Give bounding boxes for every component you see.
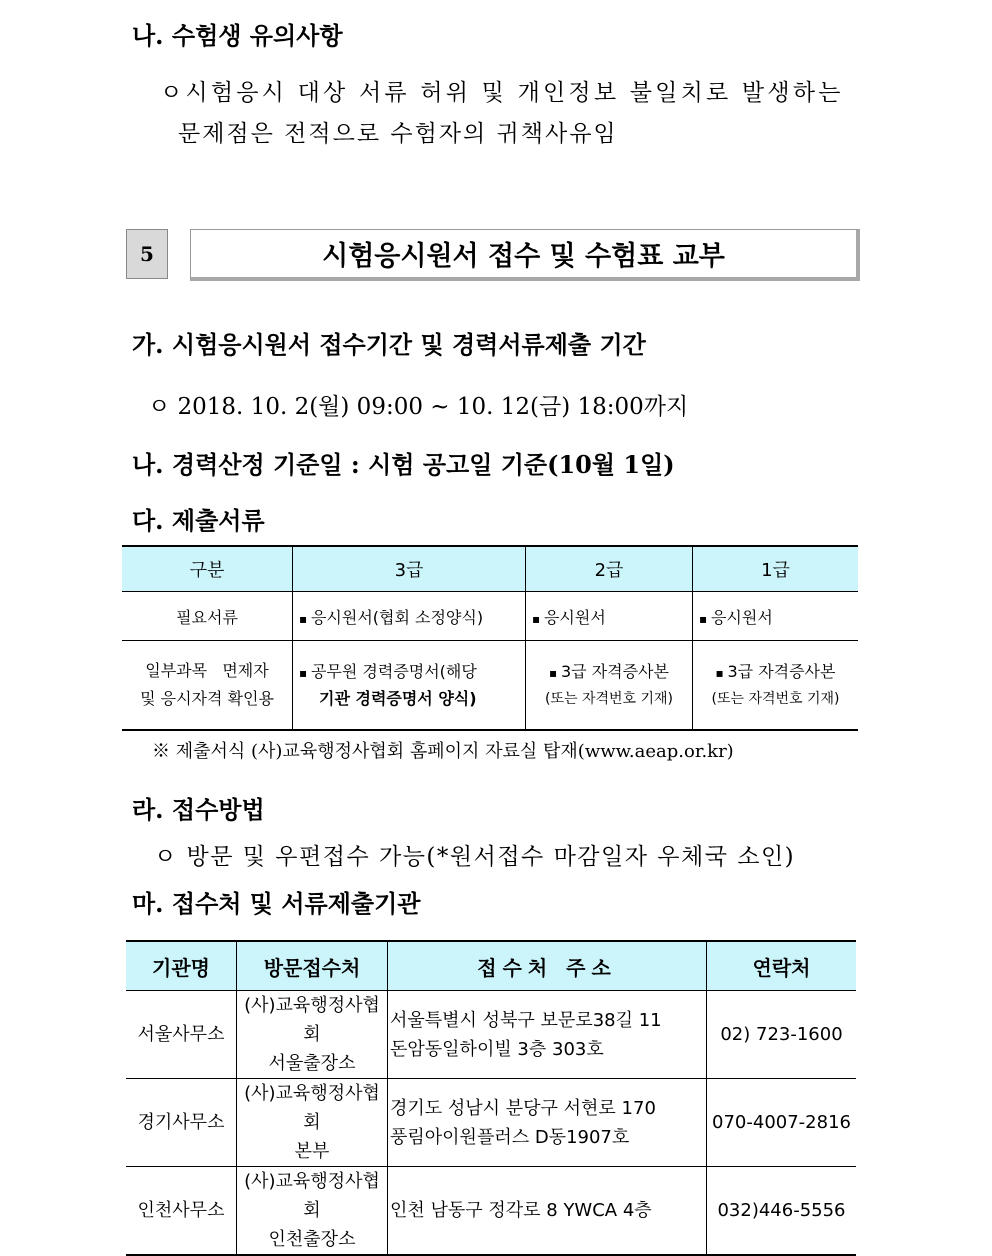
heading-career-date: 나. 경력산정 기준일 : 시험 공고일 기준(10월 1일) [132,450,675,479]
header-address: 접수처 주소 [388,941,707,991]
office-tel: 032)446-5556 [707,1167,857,1256]
office-place: 서울출장소 [268,1053,356,1074]
header-tel: 연락처 [707,941,857,991]
cell-grade3: ▪ 공무원 경력증명서(해당 [299,659,525,686]
bullet-notes: ㅇ시험응시 대상 서류 허위 및 개인정보 불일치로 발생하는 [160,80,844,106]
heading-offices: 마. 접수처 및 서류제출기관 [132,889,421,918]
table-row [126,991,856,1079]
office-place: 인천출장소 [268,1229,356,1250]
documents-table [122,545,858,731]
header-grade2: 2급 [526,546,693,592]
row-label: 일부과목 면제자 [145,661,269,680]
heading-examinee-notes: 나. 수험생 유의사항 [132,21,343,50]
office-name: 경기사무소 [126,1079,237,1167]
offices-table [126,940,856,1256]
row-label: 및 응시자격 확인용 [140,689,274,708]
office-address: 경기도 성남시 분당구 서현로 170 [390,1097,656,1119]
cell-grade1: (또는 자격번호 기재) [711,690,840,707]
office-name: 인천사무소 [126,1167,237,1256]
cell-grade1: ▪ 3급 자격증사본 [693,659,858,686]
header-grade3: 3급 [293,546,526,592]
office-place: (사)교육행정사협회 [244,995,380,1045]
cell-grade2: ▪ 3급 자격증사본 [526,659,692,686]
heading-documents: 다. 제출서류 [132,506,265,535]
cell-grade3: ▪ 응시원서(협회 소정양식) [299,608,483,627]
period-bullet: ㅇ 2018. 10. 2(월) 09:00 ~ 10. 12(금) 18:00까지 [148,394,689,420]
cell-grade2: (또는 자격번호 기재) [544,690,674,707]
table-row [122,592,858,641]
heading-period: 가. 시험응시원서 접수기간 및 경력서류제출 기간 [132,330,646,359]
table-row [126,1167,856,1256]
table-row [122,641,858,731]
office-place: (사)교육행정사협회 [244,1083,380,1133]
section-title: 시험응시원서 접수 및 수험표 교부 [190,229,860,281]
office-place: 본부 [294,1141,330,1162]
row-label: 필요서류 [122,592,293,641]
office-tel: 070-4007-2816 [707,1079,857,1167]
bullet-notes-cont: 문제점은 전적으로 수험자의 귀책사유임 [178,121,618,147]
documents-note: ※ 제출서식 (사)교육행정사협회 홈페이지 자료실 탑재(www.aeap.or.kr) [152,741,734,762]
heading-method: 라. 접수방법 [132,795,265,824]
office-tel: 02) 723-1600 [707,991,857,1079]
header-category: 구분 [122,546,293,592]
section-number: 5 [126,229,168,279]
office-address: 서울특별시 성북구 보문로38길 11 [390,1009,662,1031]
office-name: 서울사무소 [126,991,237,1079]
header-grade1: 1급 [693,546,859,592]
header-office: 기관명 [126,941,237,991]
table-row [126,1079,856,1167]
cell-grade3: 기관 경력증명서 양식) [319,688,477,708]
office-address: 인천 남동구 정각로 8 YWCA 4층 [390,1200,652,1221]
office-address: 풍림아이원플러스 D동1907호 [390,1126,630,1148]
cell-grade1: ▪ 응시원서 [699,608,773,627]
cell-grade2: ▪ 응시원서 [532,608,606,627]
header-place: 방문접수처 [237,941,388,991]
office-address: 돈암동일하이빌 3층 303호 [390,1038,604,1060]
office-place: (사)교육행정사협회 [244,1171,380,1221]
method-bullet: ㅇ 방문 및 우편접수 가능(*원서접수 마감일자 우체국 소인) [154,844,796,870]
